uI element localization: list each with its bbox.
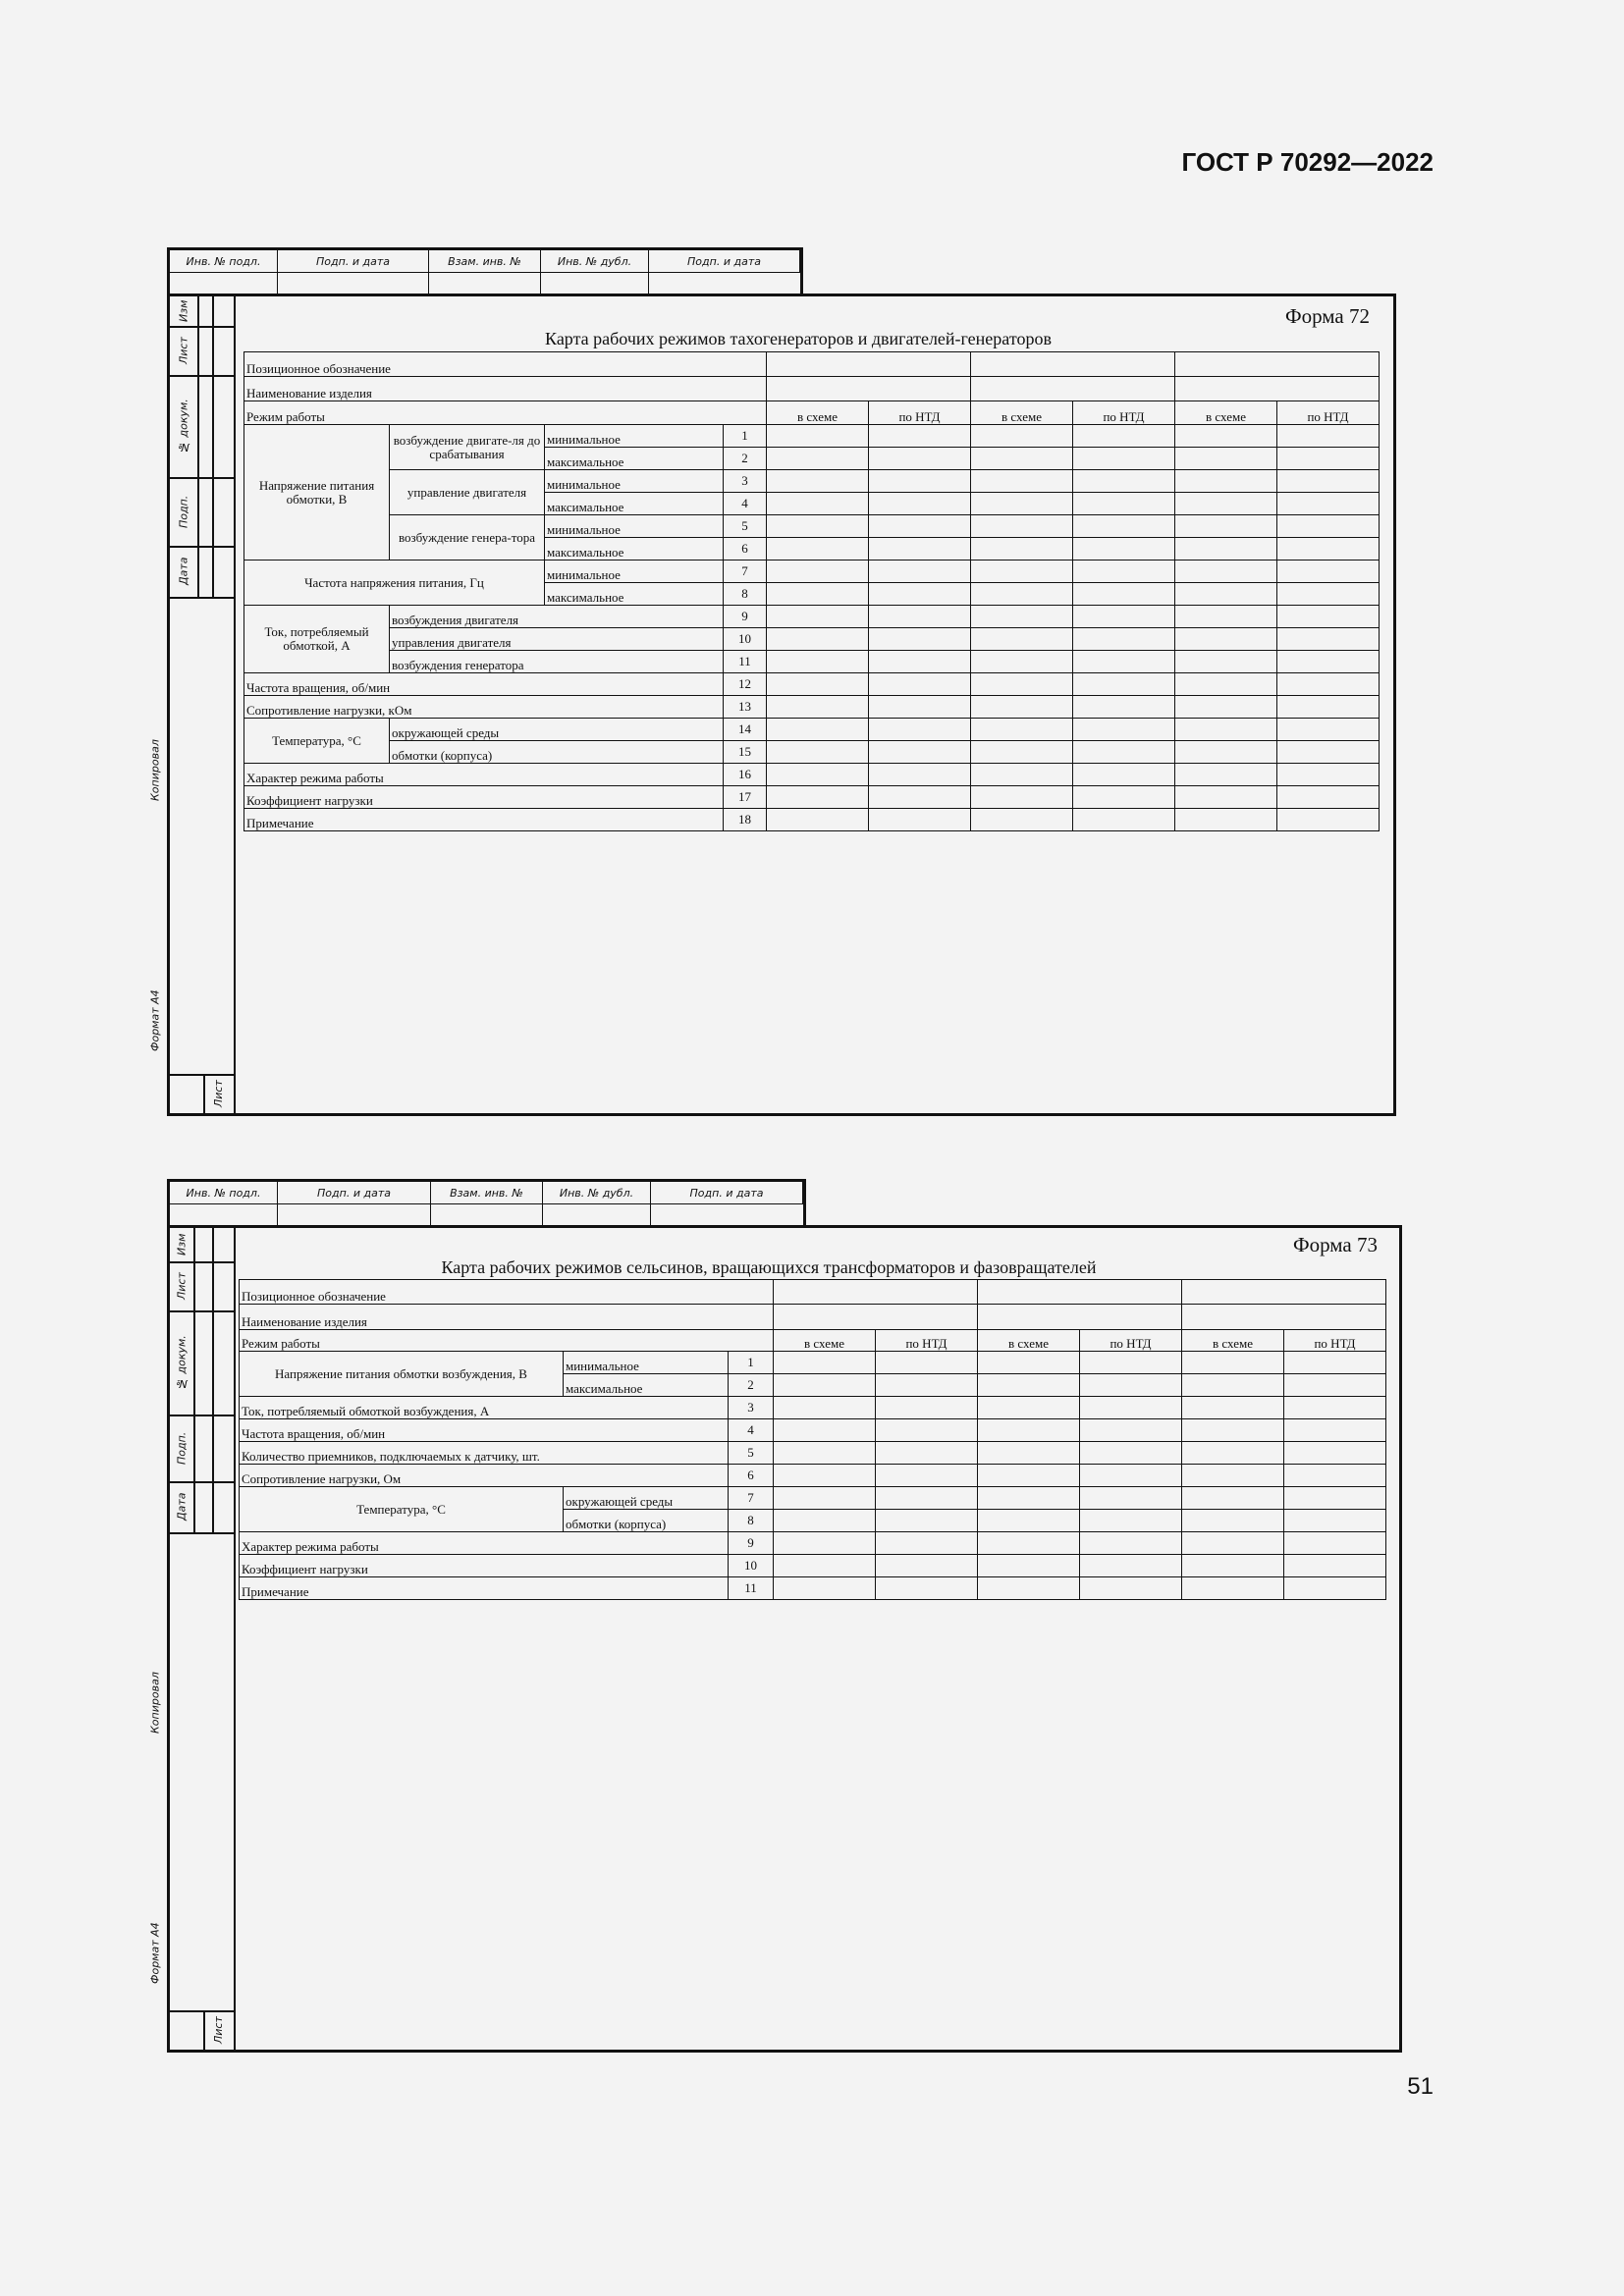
- temperature-label: Температура, °С: [240, 1487, 564, 1532]
- row-number: 9: [729, 1532, 774, 1555]
- load-coefficient-label: Коэффициент нагрузки: [240, 1555, 729, 1577]
- row-number: 11: [724, 651, 767, 673]
- row-label-position: Позиционное обозначение: [244, 352, 767, 377]
- row-label-product: Наименование изделия: [244, 377, 767, 401]
- copied-label: Копировал: [148, 739, 162, 802]
- rotation-label: Частота вращения, об/мин: [240, 1419, 729, 1442]
- winding-label: обмотки (корпуса): [390, 741, 724, 764]
- mode-character-label: Характер режима работы: [240, 1532, 729, 1555]
- row-label-product: Наименование изделия: [240, 1305, 774, 1330]
- note-label: Примечание: [244, 809, 724, 831]
- max-label: максимальное: [564, 1374, 729, 1397]
- side-label-doc-number: № докум.: [175, 1335, 189, 1390]
- min-label: минимальное: [545, 425, 724, 448]
- row-number: 7: [729, 1487, 774, 1510]
- stamp-cell: [170, 272, 278, 294]
- current-label: Ток, потребляемый обмоткой возбуждения, А: [240, 1397, 729, 1419]
- top-stamp-strip: [167, 247, 803, 296]
- row-number: 10: [729, 1555, 774, 1577]
- min-label: минимальное: [545, 561, 724, 583]
- current-control-motor: управления двигателя: [390, 628, 724, 651]
- stamp-label-inv-dup: Инв. № дубл.: [541, 250, 649, 272]
- stamp-label-sign-date: Подп. и дата: [278, 250, 429, 272]
- format-label: Формат А4: [148, 1922, 162, 1985]
- min-label: минимальное: [564, 1352, 729, 1374]
- row-number: 17: [724, 786, 767, 809]
- stamp-label-sign-date-2: Подп. и дата: [649, 250, 800, 272]
- format-label: Формат А4: [148, 989, 162, 1052]
- ambient-label: окружающей среды: [564, 1487, 729, 1510]
- stamp-cell: [541, 272, 649, 294]
- load-coefficient-label: Коэффициент нагрузки: [244, 786, 724, 809]
- side-label-sheet: Лист: [212, 2016, 225, 2044]
- operating-modes-table: [239, 1279, 1386, 1600]
- receivers-label: Количество приемников, подключаемых к датчику, шт.: [240, 1442, 729, 1465]
- col-in-scheme: в схеме: [774, 1330, 876, 1352]
- min-label: минимальное: [545, 515, 724, 538]
- row-number: 6: [724, 538, 767, 561]
- frequency-label: Частота напряжения питания, Гц: [244, 561, 545, 606]
- row-number: 16: [724, 764, 767, 786]
- row-number: 2: [729, 1374, 774, 1397]
- winding-label: обмотки (корпуса): [564, 1510, 729, 1532]
- stamp-cell: [649, 272, 800, 294]
- form-number-label: Форма 72: [1285, 304, 1370, 328]
- stamp-label-replace-inv: Взам. инв. №: [429, 250, 541, 272]
- row-number: 14: [724, 719, 767, 741]
- row-label-mode: Режим работы: [244, 401, 767, 425]
- side-label-date: Дата: [175, 1492, 189, 1522]
- col-per-ntd: по НТД: [869, 401, 971, 425]
- form-title: Карта рабочих режимов сельсинов, вращающихся трансформаторов и фазовращателей: [441, 1257, 1097, 1277]
- row-number: 6: [729, 1465, 774, 1487]
- row-label-mode: Режим работы: [240, 1330, 774, 1352]
- current-excite-gen: возбуждения генератора: [390, 651, 724, 673]
- excite-gen-label: возбуждение генера-тора: [390, 515, 545, 561]
- side-label-sheet: Лист: [212, 1080, 225, 1107]
- row-number: 2: [724, 448, 767, 470]
- row-number: 13: [724, 696, 767, 719]
- note-label: Примечание: [240, 1577, 729, 1600]
- row-number: 5: [724, 515, 767, 538]
- stamp-label-sign-date: Подп. и дата: [278, 1182, 431, 1203]
- stamp-label-inv-orig: Инв. № подл.: [170, 1182, 278, 1203]
- voltage-label: Напряжение питания обмотки возбуждения, В: [240, 1352, 564, 1397]
- ambient-label: окружающей среды: [390, 719, 724, 741]
- rotation-label: Частота вращения, об/мин: [244, 673, 724, 696]
- col-per-ntd: по НТД: [1080, 1330, 1182, 1352]
- col-in-scheme: в схеме: [978, 1330, 1080, 1352]
- col-per-ntd: по НТД: [1073, 401, 1175, 425]
- stamp-cell: [651, 1203, 803, 1225]
- row-number: 4: [729, 1419, 774, 1442]
- stamp-label-replace-inv: Взам. инв. №: [431, 1182, 543, 1203]
- voltage-label: Напряжение питания обмотки, В: [244, 425, 390, 561]
- stamp-cell: [278, 272, 429, 294]
- row-number: 1: [724, 425, 767, 448]
- row-number: 10: [724, 628, 767, 651]
- row-label-position: Позиционное обозначение: [240, 1280, 774, 1305]
- row-number: 8: [729, 1510, 774, 1532]
- stamp-label-inv-dup: Инв. № дубл.: [543, 1182, 651, 1203]
- max-label: максимальное: [545, 538, 724, 561]
- page-number: 51: [1407, 2073, 1434, 2100]
- side-label-list: Лист: [175, 1272, 189, 1300]
- stamp-label-inv-orig: Инв. № подл.: [170, 250, 278, 272]
- max-label: максимальное: [545, 493, 724, 515]
- form-frame: [167, 294, 1396, 1116]
- col-in-scheme: в схеме: [971, 401, 1073, 425]
- side-label-sign: Подп.: [175, 1431, 189, 1465]
- stamp-cell: [170, 1203, 278, 1225]
- mode-character-label: Характер режима работы: [244, 764, 724, 786]
- stamp-cell: [429, 272, 541, 294]
- form-number-label: Форма 73: [1293, 1233, 1378, 1256]
- col-in-scheme: в схеме: [1182, 1330, 1284, 1352]
- side-label-izm: Изм: [175, 1233, 189, 1256]
- operating-modes-table: [244, 351, 1380, 831]
- col-in-scheme: в схеме: [1175, 401, 1277, 425]
- min-label: минимальное: [545, 470, 724, 493]
- side-label-sign: Подп.: [177, 495, 190, 528]
- excite-motor-label: возбуждение двигате-ля до срабатывания: [390, 425, 545, 470]
- col-per-ntd: по НТД: [1277, 401, 1380, 425]
- row-number: 3: [729, 1397, 774, 1419]
- row-number: 8: [724, 583, 767, 606]
- form-title: Карта рабочих режимов тахогенераторов и двигателей-генераторов: [545, 329, 1052, 348]
- stamp-cell: [278, 1203, 431, 1225]
- row-number: 5: [729, 1442, 774, 1465]
- top-stamp-strip: [167, 1179, 806, 1228]
- col-per-ntd: по НТД: [1284, 1330, 1386, 1352]
- current-excite-motor: возбуждения двигателя: [390, 606, 724, 628]
- row-number: 9: [724, 606, 767, 628]
- load-resistance-label: Сопротивление нагрузки, кОм: [244, 696, 724, 719]
- row-number: 7: [724, 561, 767, 583]
- stamp-cell: [543, 1203, 651, 1225]
- side-label-date: Дата: [177, 557, 190, 586]
- row-number: 15: [724, 741, 767, 764]
- copied-label: Копировал: [148, 1672, 162, 1735]
- side-label-izm: Изм: [177, 299, 190, 323]
- load-resistance-label: Сопротивление нагрузки, Ом: [240, 1465, 729, 1487]
- row-number: 12: [724, 673, 767, 696]
- row-number: 18: [724, 809, 767, 831]
- row-number: 4: [724, 493, 767, 515]
- col-in-scheme: в схеме: [767, 401, 869, 425]
- row-number: 1: [729, 1352, 774, 1374]
- col-per-ntd: по НТД: [876, 1330, 978, 1352]
- current-label: Ток, потребляемый обмоткой, А: [244, 606, 390, 673]
- side-label-doc-number: № докум.: [177, 399, 190, 454]
- max-label: максимальное: [545, 448, 724, 470]
- max-label: максимальное: [545, 583, 724, 606]
- row-number: 3: [724, 470, 767, 493]
- row-number: 11: [729, 1577, 774, 1600]
- stamp-label-sign-date-2: Подп. и дата: [651, 1182, 803, 1203]
- control-motor-label: управление двигателя: [390, 470, 545, 515]
- side-label-list: Лист: [177, 337, 190, 364]
- stamp-cell: [431, 1203, 543, 1225]
- form-frame: [167, 1225, 1402, 2053]
- document-standard-header: ГОСТ Р 70292—2022: [1181, 147, 1434, 177]
- temperature-label: Температура, °С: [244, 719, 390, 764]
